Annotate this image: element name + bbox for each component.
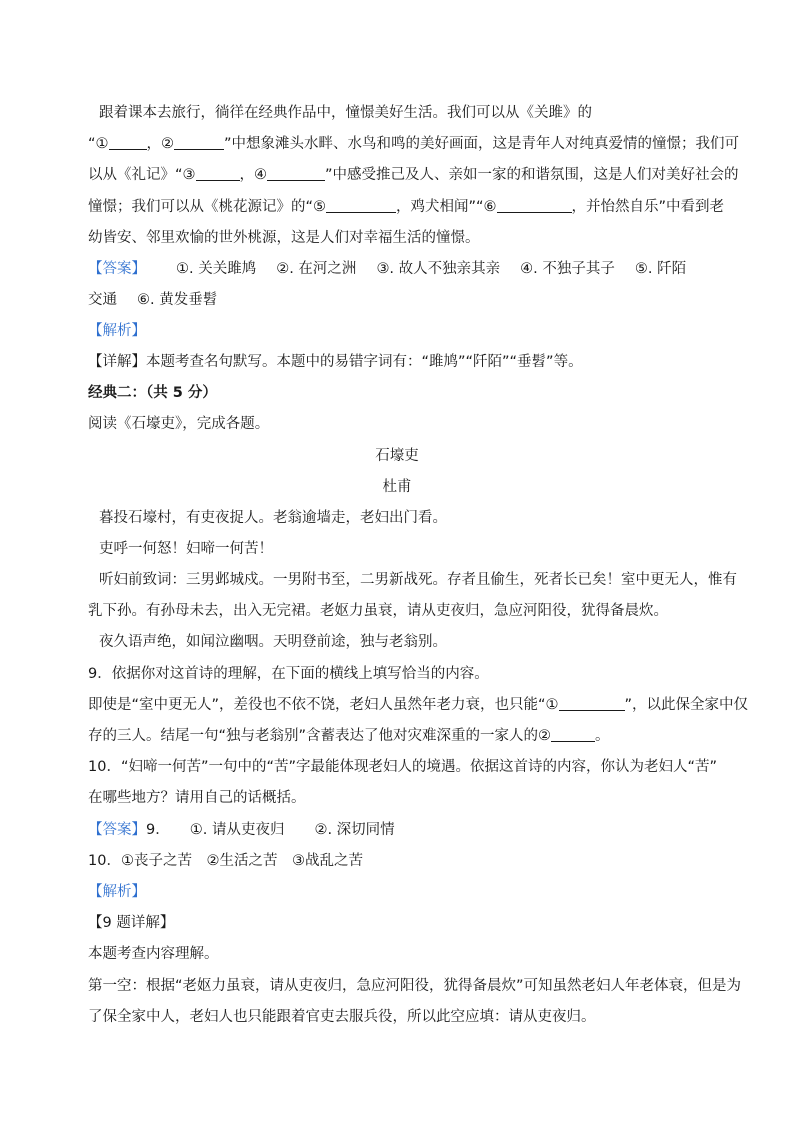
poem-line: 暮投石壕村，有吏夜捉人。老翁逾墙走，老妇出门看。 — [99, 510, 447, 526]
answer-item: ②. 深切同情 — [314, 822, 395, 838]
q10-line2: 在哪些地方？请用自己的话概括。 — [88, 790, 306, 806]
poem-line: 听妇前致词：三男邺城戍。一男附书至，二男新战死。存者且偷生，死者长已矣！室中更无人，惟有 — [99, 572, 737, 588]
answer-item: ④. 不独子其子 — [520, 261, 615, 277]
q8-text-line2 — [88, 134, 739, 154]
reading-instruction: 阅读《石壕吏》，完成各题。 — [88, 416, 270, 432]
q8-text-line3 — [88, 165, 739, 185]
answer-item: ②. 在河之洲 — [276, 261, 357, 277]
poem-line: 乳下孙。有孙母未去，出入无完裙。老妪力虽衰，请从吏夜归，急应河阳役，犹得备晨炊。 — [88, 603, 668, 619]
q9-text-seg: 。 — [595, 728, 610, 744]
poem-line: 吏呼一何怒！妇啼一何苦！ — [99, 541, 273, 557]
poem-author: 杜甫 — [382, 479, 412, 495]
q8-blank-label-5: 憧憬；我们可以从《桃花源记》的“⑤ — [88, 199, 327, 215]
q8-blank-label-2: ，② — [146, 136, 175, 152]
q8-blank-label-4: ，④ — [239, 167, 268, 183]
blank-2[interactable] — [174, 134, 224, 150]
answer-prefix: 9． — [146, 822, 170, 838]
q9-line2 — [88, 726, 610, 746]
q8-blank-label-3: 以从《礼记》“③ — [88, 167, 196, 183]
q8-text-line5: 幼皆安、邻里欢愉的世外桃源，这是人们对幸福生活的憧憬。 — [88, 230, 480, 246]
q9-line1 — [88, 695, 748, 715]
q9-blank-2[interactable] — [551, 726, 595, 742]
answer-item: 交通 — [88, 292, 117, 308]
q8-detail: 【详解】本题考查名句默写。本题中的易错字词有：“雎鸠”“阡陌”“垂髫”等。 — [88, 354, 583, 370]
q8-blank-label-6: ，鸡犬相闻”“⑥ — [396, 199, 497, 215]
answer-item: ⑥. 黄发垂髫 — [137, 292, 218, 308]
poem-title: 石壕吏 — [375, 448, 419, 464]
answer-item: ③. 故人不独亲其亲 — [376, 261, 501, 277]
q9-blank-1[interactable] — [559, 695, 625, 711]
blank-4[interactable] — [267, 165, 325, 181]
q10-answer-line: 10．①丧子之苦 ②生活之苦 ③战乱之苦 — [88, 853, 363, 869]
poem-line: 夜久语声绝，如闻泣幽咽。天明登前途，独与老翁别。 — [99, 634, 447, 650]
blank-5[interactable] — [326, 197, 396, 213]
q8-text-line1: 跟着课本去旅行，徜徉在经典作品中，憧憬美好生活。我们可以从《关雎》的 — [99, 105, 592, 121]
q9-text-seg: 即使是“室中更无人”，差役也不依不饶，老妇人虽然年老力衰，也只能“① — [88, 697, 559, 713]
answer-item: ⑤. 阡陌 — [634, 261, 687, 277]
detail-line: 本题考查内容理解。 — [88, 946, 219, 962]
answer-item: ①. 关关雎鸠 — [176, 261, 257, 277]
answer-tag: 【答案】 — [88, 261, 146, 277]
q8-text-seg: ”中想象滩头水畔、水鸟和鸣的美好画面，这是青年人对纯真爱情的憧憬；我们可 — [224, 136, 740, 152]
q9-detail-tag: 【9 题详解】 — [88, 915, 175, 931]
q9-text-seg: 存的三人。结尾一句“独与老翁别”含蓄表达了他对灾难深重的一家人的② — [88, 728, 552, 744]
detail-line: 了保全家中人，老妇人也只能跟着官吏去服兵役，所以此空应填：请从吏夜归。 — [88, 1009, 596, 1025]
q9-stem: 9．依据你对这首诗的理解，在下面的横线上填写恰当的内容。 — [88, 666, 489, 682]
q8-blank-label-1: “① — [88, 136, 109, 152]
q9-text-seg: ”，以此保全家中仅 — [624, 697, 749, 713]
blank-1[interactable] — [109, 134, 147, 150]
section-heading: 经典二：（共 5 分） — [88, 385, 217, 401]
q8-text-seg: ”中感受推己及人、亲如一家的和谐氛围，这是人们对美好社会的 — [325, 167, 739, 183]
q8-answer-line — [88, 259, 686, 279]
detail-line: 第一空：根据“老妪力虽衰，请从吏夜归，急应河阳役，犹得备晨炊”可知虽然老妇人年老体衰，但是为 — [88, 978, 742, 994]
analysis-tag: 【解析】 — [88, 323, 146, 339]
q8-text-seg: ，并怡然自乐”中看到老 — [571, 199, 725, 215]
answer-item: ①. 请从吏夜归 — [189, 822, 285, 838]
blank-6[interactable] — [497, 197, 572, 213]
analysis-tag: 【解析】 — [88, 884, 146, 900]
q10-line1: 10．“妇啼一何苦”一句中的“苦”字最能体现老妇人的境遇。依据这首诗的内容，你认为老妇人“苦” — [88, 759, 718, 775]
q9-answer-line — [88, 820, 395, 840]
q8-answer-line2 — [88, 290, 217, 310]
q8-text-line4 — [88, 197, 724, 217]
blank-3[interactable] — [196, 165, 240, 181]
answer-tag: 【答案】 — [88, 822, 146, 838]
